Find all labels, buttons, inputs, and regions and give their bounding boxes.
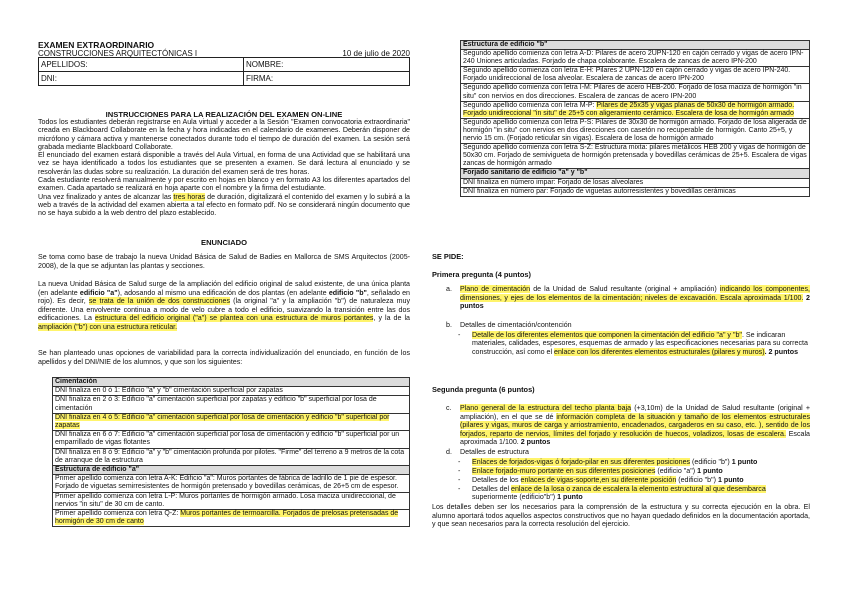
item-plain: superiormente (edificio"b") <box>472 493 558 502</box>
row-text-highlighted: Muros portantes de termoarcilla. Forjados de prelosas pretensadas de hormigón de 30 cm de canto <box>55 510 399 526</box>
table-row <box>461 144 810 169</box>
q2d-detail-4 <box>458 485 810 502</box>
row-text: Segundo apellido comienza con letra I-M: Pilares de acero HEB-200. Forjado de losa maciza de hormigón "in situ" con nervios en dos direcciones. Escalera de zancas de acero IPN-200 <box>463 84 802 100</box>
table-row <box>53 413 410 430</box>
row-text: DNI finaliza en 0 ó 1: Edificio "a" y "b" cimentación superficial por zapatas <box>55 387 283 395</box>
row-text: Primer apellido comienza con letra A-K: Edificio "a": Muros portantes de fábrica de ladrillo de 1 pie de espesor. Forjado de viguetas semirresistentes de hormigón pretensado y bovedillas cerámicas, de 26+5 cm de espesor. <box>55 475 399 491</box>
item-points: 1 punto <box>697 467 723 475</box>
table-row <box>461 67 810 84</box>
dash-bullet: - <box>458 485 461 493</box>
item-points: 1 punto <box>557 493 583 502</box>
firma-field[interactable] <box>244 72 410 86</box>
item-highlight: Plano de cimentación <box>460 285 531 293</box>
q2-title: Segunda pregunta (6 puntos) <box>432 385 535 394</box>
dash-bullet: - <box>458 458 461 466</box>
se-pide-heading: SE PIDE: <box>432 252 464 261</box>
q2d-item <box>446 448 810 457</box>
item-plain: . Se indicaran materiales, calidades, espesores, esquemas de armado y las especificaciones necesarias para su correcta construcción, así como el <box>472 331 808 356</box>
dash-text <box>472 458 810 466</box>
instructions-p4b: de duración, digitalizará el contenido del examen y lo subirá a la web a través de la actividad del examen abierta a tal efecto en formato pdf. No se considerará ningún documento que no se haya subido a la web dentro del plazo establecido. <box>38 192 411 218</box>
dni-label: DNI: <box>41 74 57 83</box>
item-highlight: Detalle de los diferentes elementos que componen la cimentación del edificio "a" y "b" <box>472 331 742 339</box>
exam-title: EXAMEN EXTRAORDINARIO <box>38 40 155 50</box>
q1-title: Primera pregunta (4 puntos) <box>432 270 531 279</box>
item-highlight: indicando los componentes, dimensiones, y ejes de los elementos de la cimentación; niveles de excavación. Escala aproximada 1/100. <box>460 285 811 302</box>
item-plain: (edificio "b") <box>676 476 718 484</box>
table-row <box>53 448 410 465</box>
row-text: Segundo apellido comienza con letra S-Z: Estructura mixta: pilares metálicos HEB 200 y vigas de hormigón de 50x30 cm. Forjado de semivigueta de hormigón pretensada y bovedillas cerámicas de 25+5. Escalera de vigas zancas de hormigón armado <box>463 144 807 168</box>
item-plain: (+3,10m) de la Unidad de Salud resultante (original + ampliación), en el que se dé <box>460 404 810 421</box>
instructions-text <box>38 118 410 218</box>
item-plain: Escala aproximada 1/100. <box>460 429 810 446</box>
edificio-a-bold: edificio "a" <box>79 288 118 297</box>
enunciado-highlight: se trata de la unión de dos construcciones <box>88 297 231 306</box>
table-row <box>461 50 810 67</box>
firma-label: FIRMA: <box>246 74 274 83</box>
item-highlight: Enlaces de forjados-vigas ó forjado-pilar en sus diferentes posiciones <box>472 458 691 466</box>
options-table-right <box>460 40 810 197</box>
item-points: 2 puntos <box>520 438 551 446</box>
row-text: DNI finaliza en número impar: Forjado de losas alveolares <box>463 178 644 186</box>
item-plain: Detalles del <box>472 485 512 493</box>
row-text: Segundo apellido comienza con letra E-H: Pilares 2 UPN-120 en cajón cerrado y vigas de acero IPN-240. Forjado unidireccional de losa alveolar. Escalera de zancas de acero IPN-200 <box>463 67 791 83</box>
q2d-detail-1 <box>458 458 810 466</box>
enunciado-p2 <box>38 280 410 332</box>
dash-text <box>472 476 810 484</box>
dash-text <box>472 485 810 502</box>
instructions-p3: Cada estudiante resolverá manualmente y por escrito en hojas en blanco y en formato A3 los diferentes apartados del examen. Cada apartado se realizará en hoja aparte con el nombre y la firma del estudiante. <box>38 176 410 193</box>
item-label: d. <box>446 448 452 456</box>
table-row <box>53 492 410 509</box>
nombre-label: NOMBRE: <box>246 60 284 69</box>
enunciado-p2-text: , señalado en rojo). Es decir, <box>38 288 410 306</box>
enunciado-p2-text: (la original "a" y la ampliación "b") de naturaleza muy diferente. Una envolvente continua a modo de velo cubre a todo el edificio, suavizando la transición entre las dos edificaciones. La <box>38 297 410 323</box>
item-points: 1 punto <box>731 458 758 466</box>
table-row <box>461 101 810 118</box>
item-highlight: enlace con los diferentes elementos estructurales (pilares y muros) <box>554 347 765 356</box>
table-row <box>461 187 810 196</box>
enunciado-highlight: estructura del edificio original ("a") se plantea con una estructura de muros portantes <box>94 314 374 323</box>
table-row <box>53 510 410 527</box>
item-label: c. <box>446 404 452 412</box>
q1a-item <box>446 285 810 311</box>
row-text: Segundo apellido comienza con letra A-D: Pilares de acero 2UPN-120 en cajón cerrado y vigas de acero IPN-240 Uniones articuladas. Forjado de chapa colaborante. Escalera de zancas de acero IPN-200 <box>463 50 804 66</box>
q1b-item <box>446 321 810 330</box>
row-text: Segundo apellido comienza con letra P-S: Pilares de 30x30 de hormigón armado. Forjado de losa aligerada de hormigón "in situ" con nervios en dos direcciones con casetón no recuperable de hormigón. Canto 25+5, y nervio 15 cm. (Forjado reticular sin vigas). Escalera de losa de hormigón armado <box>463 118 807 143</box>
instructions-p4a: Una vez finalizado y antes de alcanzar las <box>38 192 174 201</box>
item-points: . 2 puntos <box>764 347 799 356</box>
dni-field[interactable] <box>39 72 244 86</box>
estructura-b-header: Estructura de edificio "b" <box>461 41 810 50</box>
q2d-detail-2 <box>458 467 810 475</box>
table-row <box>53 431 410 448</box>
item-highlight: Plano general de la estructura del techo planta baja <box>460 404 632 412</box>
item-text: Detalles de cimentación/contención <box>460 321 572 329</box>
enunciado-p2-text: , y la de la <box>373 314 410 323</box>
row-text-highlighted: Pilares de 25x35 y vigas planas de 50x30 de hormigón armado. Forjado unidireccional "in situ" de 25+5 con aligeramiento cerámico. Escalera de losa de hormigón armado <box>463 101 795 117</box>
table-row <box>461 178 810 187</box>
item-points: 2 puntos <box>460 293 810 310</box>
instructions-p1: Todos los estudiantes deberán registrarse en Aula virtual y acceder a la Sesión "Examen convocatoria extraordinaria" creada en Blackboard Collaborate en la fecha y hora indicadas en el calendario de examenes. Deberán disponer de micrófono y cámara activa y mantenerse conectados durante todo el tiempo de duración del examen. La sesión será grabada mediante Blackboard Collaborate. <box>38 118 410 151</box>
table-row <box>53 475 410 492</box>
estructura-a-header: Estructura de edificio "a" <box>53 466 410 475</box>
enunciado-p2-text: ), adosando al mismo una edificación de dos plantas (en adelante <box>117 288 329 297</box>
table-row <box>53 396 410 413</box>
item-plain: de la Unidad de Salud resultante (original + ampliación) <box>530 285 720 293</box>
row-text: DNI finaliza en 6 ó 7: Edificio "a" cimentación superficial por losa de cimentación y edificio "b" superficial por un emparrillado de vigas flotantes <box>55 431 400 447</box>
item-label: a. <box>446 285 452 293</box>
item-highlight: enlace de la losa o zanca de escalera la elemento estructural al que desembarca <box>511 485 766 493</box>
instructions-p2: El enunciado del examen estará disponible a través del Aula Virtual, en forma de una Actividad que se habilitará una vez se haya identificado a todos los estudiantes que se presenten a examen. Se dará lectura al enunciado y se resolverán las dudas sobre su realización. La duración del examen será de tres horas. <box>38 151 410 176</box>
table-row <box>461 118 810 143</box>
closing-text: Los detalles deben ser los necesarios para la comprensión de la estructura y su correcta ejecución en la obra. El alumno aportará todos aquellos aspectos constructivos que no hayan quedado definidos en la documentación aportada, y que sean necesarios para la correcta resolución del ejercicio. <box>432 503 810 529</box>
q1b-detail <box>458 331 810 356</box>
enunciado-highlight: ampliación ("b") con una estructura reticular. <box>38 322 178 331</box>
item-plain: (edificio "b") <box>690 458 732 466</box>
enunciado-p3: Se han planteado unas opciones de variabilidad para la correcta individualización del enunciado, en función de los apellidos y del DNI/NIE de los alumnos, y que son los siguientes: <box>38 349 410 366</box>
enunciado-p2-text: La nueva Unidad Básica de Salud surge de la ampliación del edificio original de salud existente, de una única planta (en adelante <box>38 280 410 297</box>
item-text: Detalles de estructura <box>460 448 530 456</box>
options-table-left <box>52 377 410 527</box>
row-text: Primer apellido comienza con letra Q-Z: <box>55 510 181 518</box>
dash-bullet: - <box>458 331 461 339</box>
item-plain: (edificio "a") <box>655 467 698 475</box>
forjado-header: Forjado sanitario de edificio "a" y "b" <box>461 169 810 178</box>
item-text <box>460 404 810 447</box>
enunciado-title: ENUNCIADO <box>201 238 247 247</box>
apellidos-field[interactable] <box>39 58 244 72</box>
cimentacion-header: Cimentación <box>53 378 410 387</box>
dash-text <box>472 331 810 356</box>
row-text: DNI finaliza en 2 ó 3: Edificio "a" cimentación superficial por zapatas y edificio "b" superficial por losa de cimentación <box>55 396 377 412</box>
item-highlight: Enlace forjado-muro portante en sus diferentes posiciones <box>472 467 656 475</box>
item-text <box>460 285 810 311</box>
row-text: Segundo apellido comienza con letra M-P: <box>463 101 597 109</box>
apellidos-label: APELLIDOS: <box>41 60 88 69</box>
enunciado-p1: Se toma como base de trabajo la nueva Unidad Básica de Salud de Badies en Mallorca de SMS Arquitectos (2005-2008), de la que se adjuntan las plantas y secciones. <box>38 253 410 270</box>
row-text: Primer apellido comienza con letra L-P: Muros portantes de hormigón armado. Losa maciza unidireccional, de nervios "in situ" de 30 cm de canto. <box>55 492 396 508</box>
row-text: DNI finaliza en número par: Forjado de viguetas autorresistentes y bovedillas cerámicas <box>463 187 736 195</box>
item-highlight: enlaces de vigas-soporte,en su diferente posición <box>520 476 677 484</box>
dash-bullet: - <box>458 476 461 484</box>
dash-text <box>472 467 810 475</box>
q2d-detail-3 <box>458 476 810 484</box>
table-row <box>53 387 410 396</box>
item-highlight: información completa de la situación y tamaño de los elementos estructurales (pilares y vigas, muros de carga y arriostramiento, encadenados, cargaderos en su caso, etc. ), sentido de los forjados, reparto de nervios, límites del forjado y resolución de huecos, voladizos, losas de escalera. <box>460 412 810 438</box>
instructions-title: INSTRUCCIONES PARA LA REALIZACIÓN DEL EXAMEN ON-LINE <box>105 110 343 119</box>
item-label: b. <box>446 321 452 329</box>
course-name: CONSTRUCCIONES ARQUITECTÓNICAS I <box>38 49 198 58</box>
item-plain: Detalles de los <box>472 476 521 484</box>
q2c-item <box>446 404 810 447</box>
exam-date: 10 de julio de 2020 <box>342 49 410 58</box>
edificio-b-bold: edificio "b" <box>328 288 367 297</box>
dash-bullet: - <box>458 467 461 475</box>
row-text-highlighted: DNI finaliza en 4 ó 5: Edificio "a" cimentación superficial por losa de cimentación y edificio "b" superficial por zapatas <box>55 413 390 430</box>
row-text: DNI finaliza en 8 ó 9: Edificio "a" y "b" cimentación profunda por pilotes. "Firme" del terreno a 9 metros de la cota de arranque de la estructura <box>55 448 405 464</box>
student-id-table <box>38 57 410 86</box>
table-row <box>461 84 810 101</box>
instructions-p4-highlight: tres horas <box>173 192 206 201</box>
nombre-field[interactable] <box>244 58 410 72</box>
item-points: 1 punto <box>717 476 744 484</box>
